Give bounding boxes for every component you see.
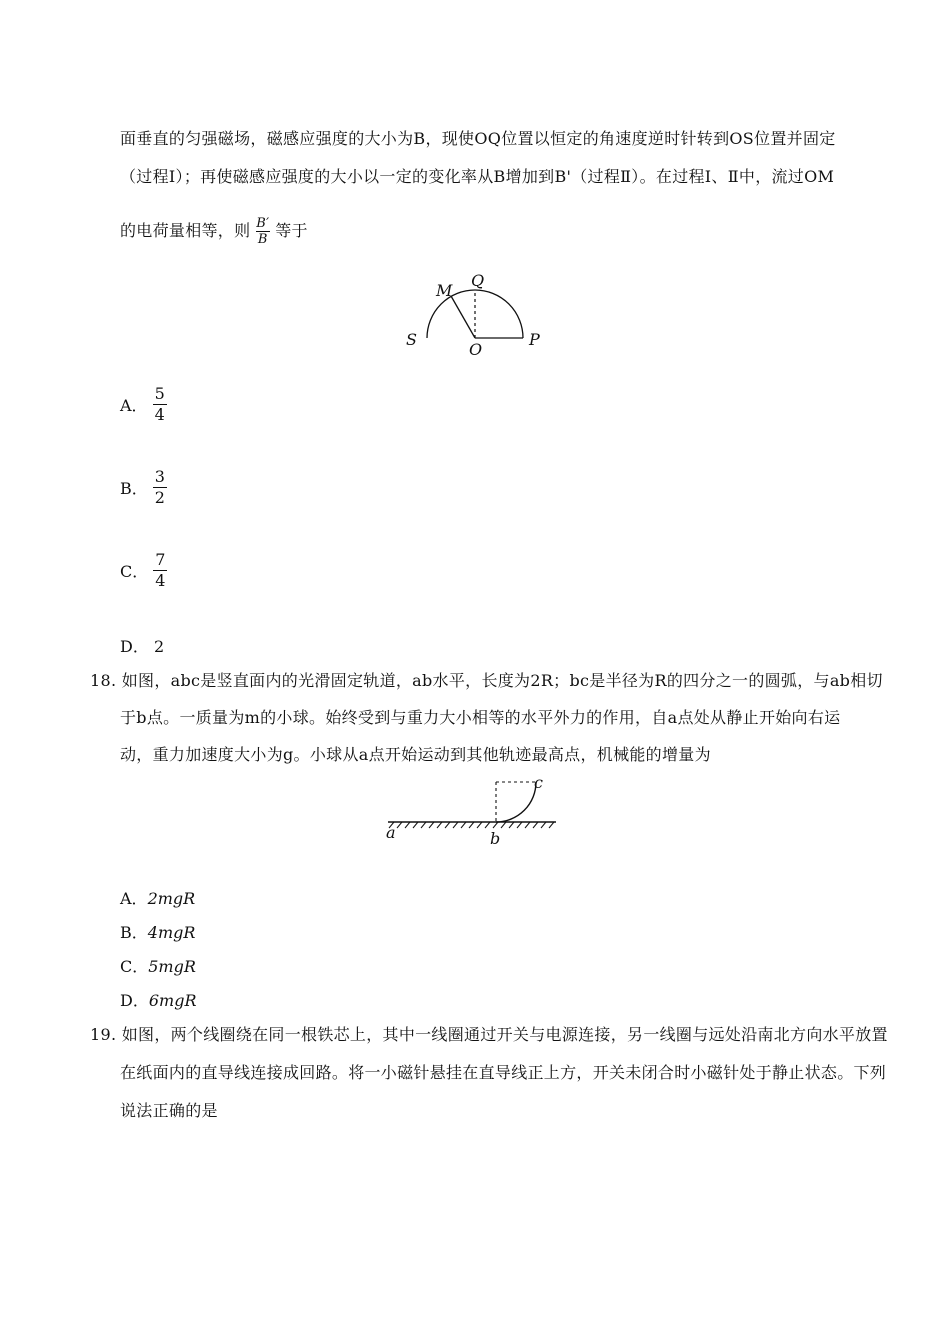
label-S: S xyxy=(406,330,417,349)
label-M: M xyxy=(436,281,453,300)
hatch-mark xyxy=(469,822,474,828)
hatch-mark xyxy=(533,822,538,828)
hatch-mark xyxy=(517,822,522,828)
q17-option-a[interactable] xyxy=(120,384,167,425)
hatch-mark xyxy=(509,822,514,828)
hatch-mark xyxy=(485,822,490,828)
ratio-fraction xyxy=(256,216,270,247)
option-value: 2mgR xyxy=(147,889,196,908)
option-fraction xyxy=(153,467,167,508)
q18-text-line1: 18. 如图，abc是竖直面内的光滑固定轨道，ab水平，长度为2R；bc是半径为R的四分之一的圆弧，与ab相切 xyxy=(90,671,883,690)
option-value: 2 xyxy=(153,637,165,656)
option-letter: C． xyxy=(120,957,149,976)
q18-option-c[interactable] xyxy=(120,954,196,977)
option-letter: B． xyxy=(120,479,148,498)
option-numerator: 3 xyxy=(154,467,165,486)
option-letter: A． xyxy=(120,889,148,908)
option-letter: A． xyxy=(120,396,148,415)
q18-option-b[interactable] xyxy=(120,920,195,943)
hatch-mark xyxy=(501,822,506,828)
ground-hatching xyxy=(389,822,554,828)
q19-text-line1: 19. 如图，两个线圈绕在同一根铁芯上，其中一线圈通过开关与电源连接，另一线圈与远处沿南北方向水平放置 xyxy=(90,1025,888,1044)
label-b: b xyxy=(490,829,501,848)
q17-text-line3 xyxy=(120,216,308,247)
option-denominator: 4 xyxy=(154,405,165,424)
ratio-numerator: B′ xyxy=(256,216,270,231)
segment-OM xyxy=(451,296,475,338)
hatch-mark xyxy=(429,822,434,828)
option-fraction xyxy=(153,550,167,591)
q19-text-line3: 说法正确的是 xyxy=(120,1101,218,1120)
label-a: a xyxy=(386,823,396,842)
hatch-mark xyxy=(525,822,530,828)
hatch-mark xyxy=(549,822,554,828)
q18-option-d[interactable] xyxy=(120,988,196,1011)
option-fraction xyxy=(153,384,167,425)
hatch-mark xyxy=(437,822,442,828)
track-figure xyxy=(380,772,565,852)
q18-option-a[interactable] xyxy=(120,886,195,909)
hatch-mark xyxy=(445,822,450,828)
option-value: 4mgR xyxy=(147,923,196,942)
hatch-mark xyxy=(541,822,546,828)
q19-text-line2: 在纸面内的直导线连接成回路。将一小磁针悬挂在直导线正上方，开关未闭合时小磁针处于静止状态。下列 xyxy=(120,1063,887,1082)
ratio-denominator: B xyxy=(257,232,268,247)
q17-option-c[interactable] xyxy=(120,550,167,591)
hatch-mark xyxy=(421,822,426,828)
hatch-mark xyxy=(405,822,410,828)
option-value: 5mgR xyxy=(148,957,196,976)
label-c: c xyxy=(534,773,543,792)
option-letter: D． xyxy=(120,637,149,656)
option-numerator: 5 xyxy=(154,384,165,403)
hatch-mark xyxy=(397,822,402,828)
option-denominator: 2 xyxy=(154,488,165,507)
hatch-mark xyxy=(453,822,458,828)
label-P: P xyxy=(529,330,540,349)
q17-option-d[interactable] xyxy=(120,634,164,657)
hatch-mark xyxy=(413,822,418,828)
hatch-mark xyxy=(461,822,466,828)
q18-text-line2: 于b点。一质量为m的小球。始终受到与重力大小相等的水平外力的作用，自a点处从静止开始向右运 xyxy=(120,708,841,727)
q17-line3-suffix: 等于 xyxy=(275,221,308,240)
label-Q: Q xyxy=(471,271,485,290)
label-O: O xyxy=(469,340,483,359)
hatch-mark xyxy=(493,822,498,828)
q17-text-line1: 面垂直的匀强磁场，磁感应强度的大小为B，现使OQ位置以恒定的角速度逆时针转到OS位置并固定 xyxy=(120,129,836,148)
q17-line3-prefix: 的电荷量相等，则 xyxy=(120,221,251,240)
q17-text-line2: （过程Ⅰ）；再使磁感应强度的大小以一定的变化率从B增加到B'（过程Ⅱ）。在过程Ⅰ、Ⅱ中，流过OM xyxy=(120,167,835,186)
semicircle-figure xyxy=(400,268,550,360)
option-letter: D． xyxy=(120,991,149,1010)
q18-text-line3: 动，重力加速度大小为g。小球从a点开始运动到其他轨迹最高点，机械能的增量为 xyxy=(120,745,711,764)
hatch-mark xyxy=(477,822,482,828)
option-value: 6mgR xyxy=(148,991,197,1010)
quarter-arc-bc xyxy=(496,782,536,822)
option-letter: C． xyxy=(120,562,149,581)
option-denominator: 4 xyxy=(155,571,166,590)
option-numerator: 7 xyxy=(155,550,166,569)
option-letter: B． xyxy=(120,923,148,942)
q17-option-b[interactable] xyxy=(120,467,167,508)
